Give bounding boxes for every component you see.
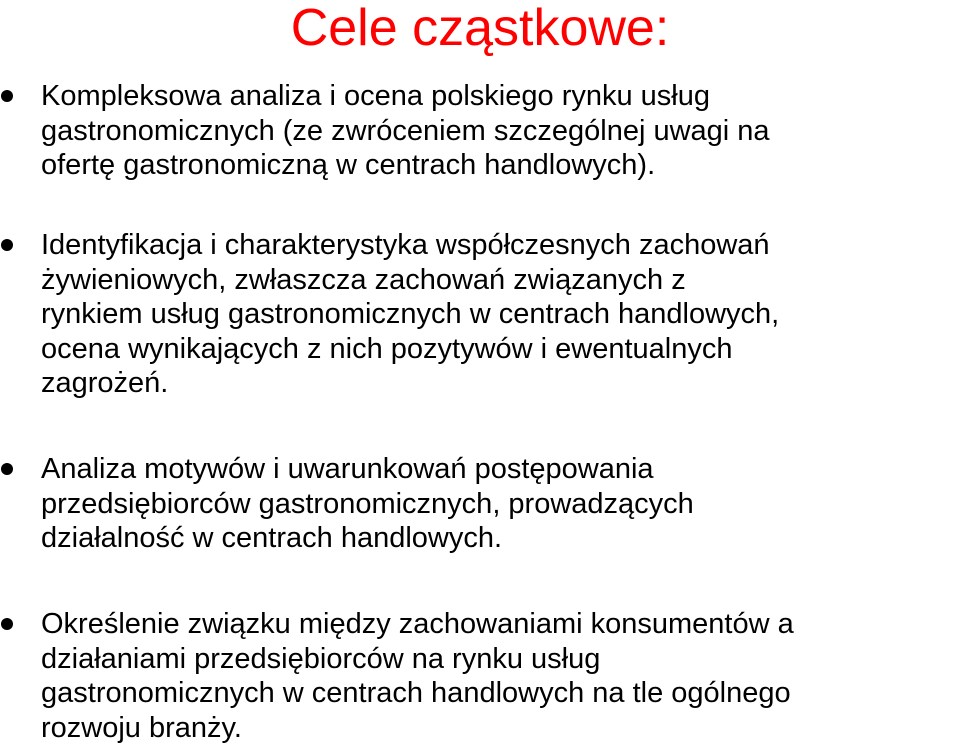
bullet-dot-icon	[1, 239, 13, 251]
slide-title: Cele cząstkowe:	[290, 0, 670, 57]
bullet-text: Określenie związku między zachowaniami konsumentów a działaniami przedsiębiorców na rynku usług gastronomicznych w centrach handlowych na tle ogólnego rozwoju branży.	[41, 608, 794, 744]
bullet-text: Kompleksowa analiza i ocena polskiego rynku usług gastronomicznych (ze zwróceniem szczególnej uwagi na ofertę gastronomiczną w centrach handlowych).	[41, 80, 770, 181]
bullet-text: Identyfikacja i charakterystyka współczesnych zachowań żywieniowych, zwłaszcza zachowań związanych z rynkiem usług gastronomicznych w centrach handlowych, ocena wynikających z nich pozytywów i ewentualnych zagrożeń.	[41, 229, 780, 399]
bullet-text: Analiza motywów i uwarunkowań postępowania przedsiębiorców gastronomicznych, prowadzących działalność w centrach handlowych.	[41, 453, 694, 554]
bullet-dot-icon	[1, 463, 13, 475]
bullet-dot-icon	[1, 90, 13, 102]
bullet-dot-icon	[1, 618, 13, 630]
